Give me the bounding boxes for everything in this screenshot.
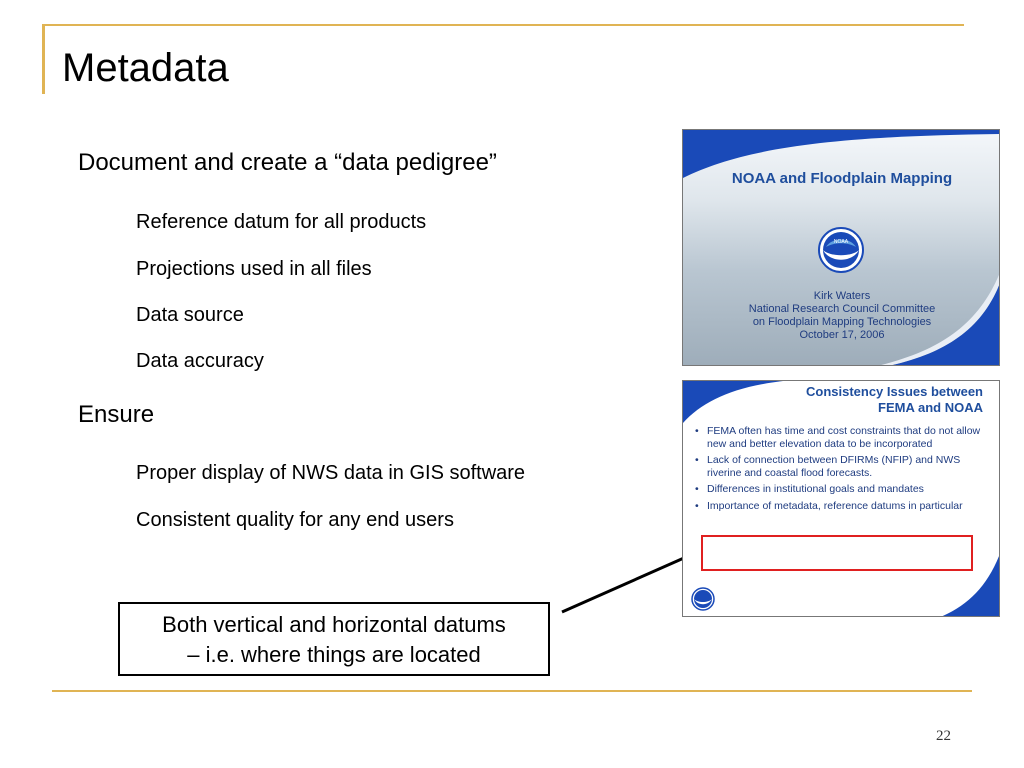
frame-accent-bottom (52, 690, 972, 692)
heading-ensure: Ensure (78, 401, 155, 428)
author-line: Kirk Waters (813, 290, 871, 302)
thumbnail-title (753, 384, 983, 416)
callout-line-2: – i.e. where things are located (187, 642, 481, 667)
frame-accent-top (42, 24, 964, 26)
noaa-logo-icon (691, 587, 715, 611)
author-line: National Research Council Committee (748, 303, 936, 315)
author-line: on Floodplain Mapping Technologies (752, 316, 932, 328)
list-item: • Importance of metadata, reference datums in particular (695, 499, 963, 512)
list-item: Reference datum for all products (136, 211, 427, 233)
noaa-logo-text: NOAA (833, 239, 849, 245)
callout-box (118, 602, 550, 676)
thumbnail-title-line-2: FEMA and NOAA (878, 400, 983, 415)
list-item: Projections used in all files (136, 258, 372, 280)
thumbnail-title: NOAA and Floodplain Mapping (731, 170, 953, 187)
thumbnail-bullet-list (691, 425, 981, 516)
slide-thumbnail-title (682, 129, 1000, 366)
slide-title: Metadata (62, 46, 229, 90)
list-item: • Lack of connection between DFIRMs (NFIP) and NWS riverine and coastal flood forecasts. (695, 454, 961, 479)
thumbnail-author-block (683, 290, 1000, 342)
list-item: • FEMA often has time and cost constraints that do not allow new and better elevation data to be incorporated (695, 425, 981, 450)
heading-data-pedigree: Document and create a “data pedigree” (78, 149, 497, 176)
list-item: Proper display of NWS data in GIS software (136, 462, 526, 484)
slide-thumbnail-consistency (682, 380, 1000, 617)
list-item: • Differences in institutional goals and mandates (695, 483, 924, 495)
highlight-box (701, 535, 973, 571)
callout-line-1: Both vertical and horizontal datums (162, 612, 506, 637)
frame-accent-vertical (42, 26, 45, 94)
noaa-logo-icon (818, 227, 864, 273)
list-item: Data accuracy (136, 350, 264, 372)
slide-number: 22 (936, 728, 951, 744)
list-item: Consistent quality for any end users (136, 509, 454, 531)
author-line: October 17, 2006 (799, 329, 885, 341)
thumbnail-title-line-1: Consistency Issues between (805, 384, 983, 399)
list-item: Data source (136, 304, 244, 326)
